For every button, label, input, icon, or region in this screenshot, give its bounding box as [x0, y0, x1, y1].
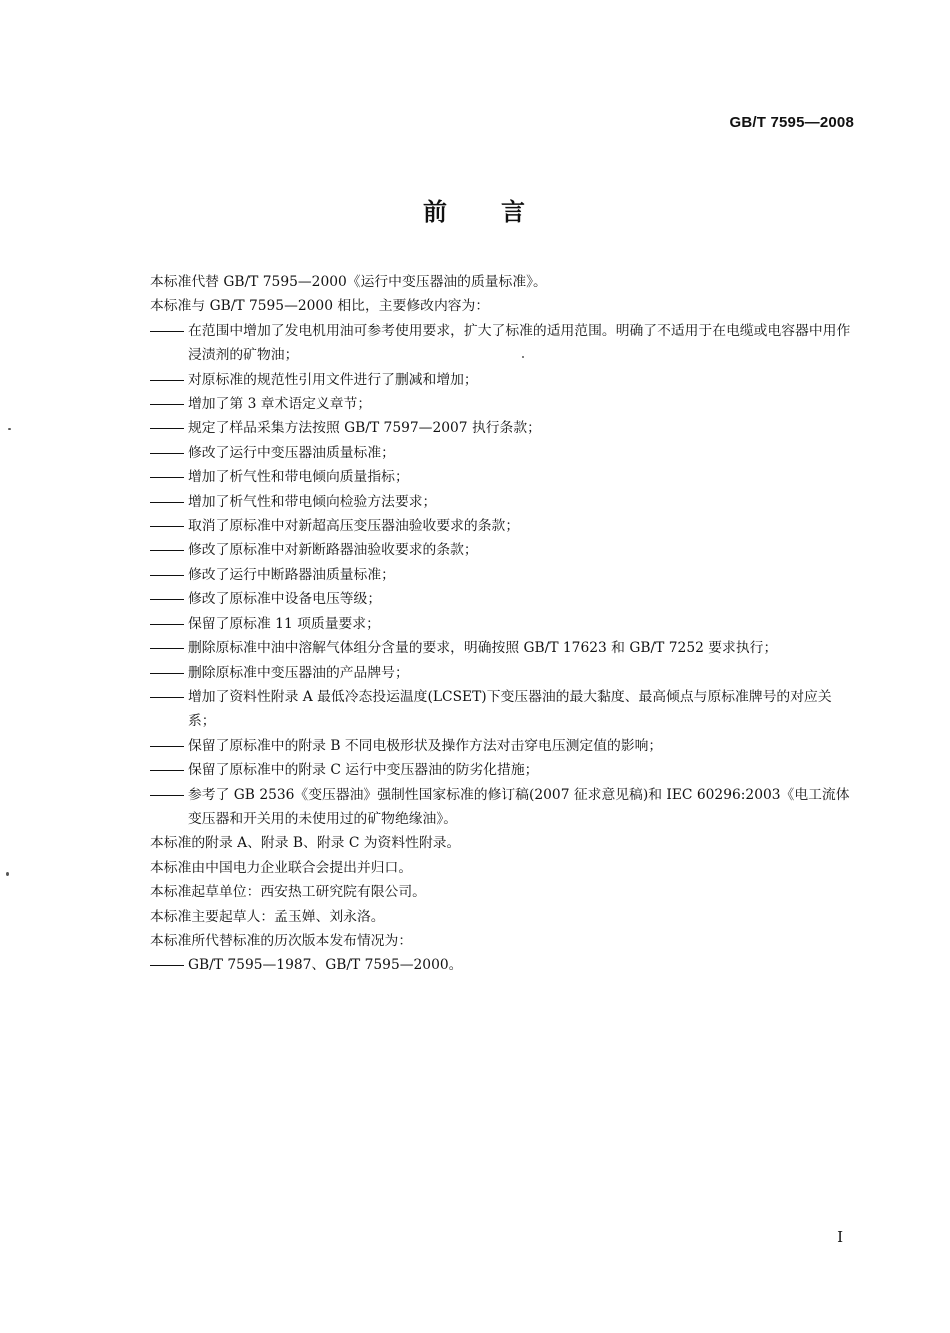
- paragraph-drafters: 本标准主要起草人：孟玉婵、刘永洛。: [150, 908, 385, 925]
- change-item: [150, 538, 855, 562]
- dash-marker: [150, 416, 188, 440]
- dash-marker: [150, 953, 188, 977]
- preface-body: [150, 270, 864, 978]
- dash-marker: [150, 685, 188, 709]
- dash-marker: [150, 587, 188, 611]
- change-item: [150, 392, 855, 416]
- change-item: [150, 661, 855, 685]
- dash-marker: [150, 612, 188, 636]
- dash-marker: [150, 563, 188, 587]
- history-item-text: GB/T 7595—1987、GB/T 7595—2000。: [188, 957, 463, 974]
- dash-marker: [150, 490, 188, 514]
- change-item: [150, 734, 855, 758]
- change-item: [150, 319, 855, 368]
- dash-marker: [150, 465, 188, 489]
- paragraph-annexes: 本标准的附录 A、附录 B、附录 C 为资料性附录。: [150, 835, 461, 852]
- dash-marker: [150, 661, 188, 685]
- change-item: [150, 587, 855, 611]
- dash-marker: [150, 392, 188, 416]
- change-item-text: 增加了析气性和带电倾向检验方法要求；: [188, 493, 437, 510]
- paragraph-proposer: 本标准由中国电力企业联合会提出并归口。: [150, 859, 413, 876]
- dash-marker: [150, 538, 188, 562]
- change-item-text: 规定了样品采集方法按照 GB/T 7597—2007 执行条款；: [188, 420, 541, 437]
- dash-marker: [150, 319, 188, 343]
- change-item-text: 增加了析气性和带电倾向质量指标；: [188, 469, 409, 486]
- page-number: I: [837, 1228, 843, 1246]
- change-item-text: 保留了原标准中的附录 C 运行中变压器油的防劣化措施；: [188, 762, 539, 779]
- change-item: [150, 490, 855, 514]
- dash-marker: [150, 368, 188, 392]
- scan-speck: [522, 356, 524, 358]
- paragraph-drafting-unit: 本标准起草单位：西安热工研究院有限公司。: [150, 884, 426, 901]
- change-item: [150, 636, 855, 660]
- title-char-1: 前: [423, 198, 449, 226]
- paragraph-changes-intro: 本标准与 GB/T 7595—2000 相比，主要修改内容为：: [150, 298, 490, 315]
- dash-marker: [150, 514, 188, 538]
- change-item-text: 增加了第 3 章术语定义章节；: [188, 396, 372, 413]
- change-item-text: 增加了资料性附录 A 最低冷态投运温度(LCSET)下变压器油的最大黏度、最高倾点与原标准牌号的对应关系；: [188, 688, 832, 730]
- scan-speck: [8, 428, 11, 430]
- change-item-text: 参考了 GB 2536《变压器油》强制性国家标准的修订稿(2007 征求意见稿)和 IEC 60296:2003《电工流体 变压器和开关用的未使用过的矿物绝缘油》。: [188, 786, 864, 827]
- change-item-text: 修改了运行中变压器油质量标准；: [188, 444, 395, 461]
- change-item: [150, 416, 855, 440]
- change-item-text: 在范围中增加了发电机用油可参考使用要求，扩大了标准的适用范围。明确了不适用于在电缆或电容器中用作浸渍剂的矿物油；: [188, 322, 851, 364]
- change-item: [150, 368, 855, 392]
- change-item-text: 保留了原标准 11 项质量要求；: [188, 615, 380, 632]
- change-item-text: 保留了原标准中的附录 B 不同电极形状及操作方法对击穿电压测定值的影响；: [188, 737, 663, 754]
- dash-marker: [150, 758, 188, 782]
- change-item-text: 修改了原标准中对新断路器油验收要求的条款；: [188, 542, 478, 559]
- paragraph-history-intro: 本标准所代替标准的历次版本发布情况为：: [150, 932, 413, 949]
- change-item-text: 取消了原标准中对新超高压变压器油验收要求的条款；: [188, 518, 520, 535]
- change-item: [150, 563, 855, 587]
- change-item-text: 修改了原标准中设备电压等级；: [188, 591, 382, 608]
- change-item-text: 对原标准的规范性引用文件进行了删减和增加；: [188, 371, 478, 388]
- page-title: [0, 192, 950, 227]
- change-item: [150, 441, 855, 465]
- title-char-2: 言: [501, 198, 527, 226]
- standard-code: GB/T 7595—2008: [729, 114, 854, 131]
- dash-marker: [150, 734, 188, 758]
- change-item: [150, 612, 855, 636]
- history-item: [150, 953, 855, 977]
- dash-marker: [150, 441, 188, 465]
- change-item: [150, 758, 855, 782]
- change-item: [150, 783, 864, 832]
- change-item: [150, 685, 855, 734]
- paragraph-replaces: 本标准代替 GB/T 7595—2000《运行中变压器油的质量标准》。: [150, 274, 547, 290]
- scan-speck: [6, 872, 9, 876]
- change-item-text: 修改了运行中断路器油质量标准；: [188, 566, 395, 583]
- dash-marker: [150, 783, 188, 807]
- change-item-text: 删除原标准中油中溶解气体组分含量的要求，明确按照 GB/T 17623 和 GB/T 7252 要求执行；: [188, 640, 778, 657]
- dash-marker: [150, 636, 188, 660]
- change-item-text: 删除原标准中变压器油的产品牌号；: [188, 664, 409, 681]
- change-item: [150, 465, 855, 489]
- change-item: [150, 514, 855, 538]
